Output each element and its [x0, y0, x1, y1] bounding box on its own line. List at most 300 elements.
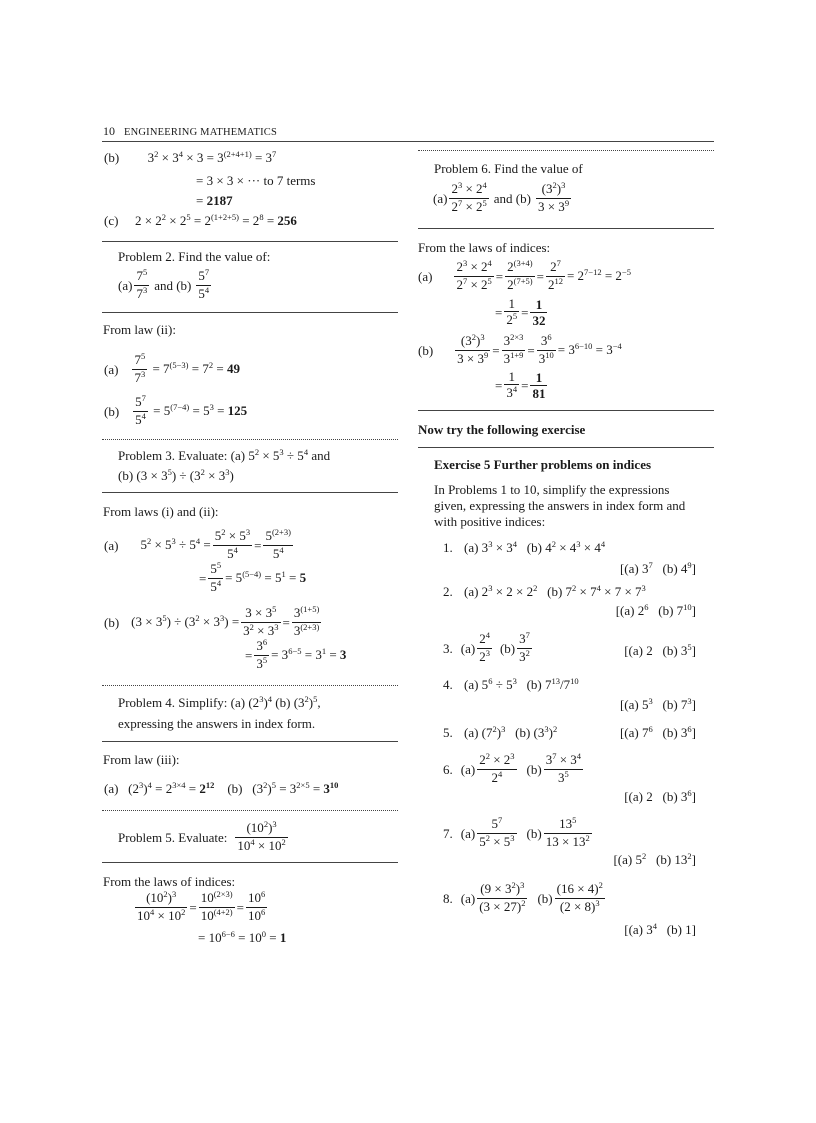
text: (2 × 8): [559, 899, 596, 914]
exp: 2×3: [510, 332, 524, 342]
text: =: [266, 213, 275, 228]
fraction: [544, 752, 583, 787]
fraction: [505, 259, 534, 294]
problem-4-law: From law (iii):: [103, 752, 180, 767]
text: =: [196, 193, 204, 208]
fraction: [133, 394, 148, 429]
exp: 12: [205, 780, 215, 790]
text: 13 × 13: [545, 834, 586, 849]
text: =: [199, 571, 207, 586]
exp: 5: [142, 267, 148, 277]
fraction: [544, 816, 592, 851]
exp: 2: [598, 880, 603, 890]
exp: 2: [163, 889, 168, 899]
exp: 3: [279, 447, 284, 457]
text: 2: [507, 259, 514, 274]
label-b: (b): [526, 762, 542, 777]
text: [(a) 2: [624, 789, 653, 804]
exp: 2: [161, 212, 167, 222]
text: =: [521, 305, 529, 320]
text: ): [267, 781, 272, 796]
problem-5-solution: [133, 890, 269, 925]
exp: 4: [267, 694, 273, 704]
fraction: [477, 631, 492, 666]
exp: 7: [556, 258, 561, 268]
text: = 7: [152, 361, 170, 376]
label-b: (b): [104, 615, 120, 630]
text: ,: [317, 695, 321, 710]
exp: 8: [259, 212, 264, 222]
text: 32: [532, 313, 546, 328]
text: × 3: [208, 468, 226, 483]
text: = 10: [198, 930, 222, 945]
text: 5: [210, 561, 217, 576]
text: 3 × 3: [245, 605, 273, 620]
exp: 7: [272, 149, 277, 159]
exp: 4: [150, 907, 155, 917]
fraction: [477, 816, 516, 851]
exp: 3: [648, 696, 653, 706]
text: × 2: [169, 213, 187, 228]
answer-256: 256: [277, 213, 297, 228]
exp: 7: [462, 276, 468, 286]
exp: 7−12: [584, 267, 602, 277]
text: (b) 3: [662, 643, 688, 658]
exp: 3: [510, 751, 515, 761]
answer-3-10: [323, 781, 338, 796]
text: 2: [451, 181, 458, 196]
exp: 2: [281, 837, 286, 847]
text: × 3 = 3: [186, 150, 224, 165]
problem-3-solution-b-line-2: [245, 638, 346, 673]
fraction: [263, 528, 292, 563]
exp: 4: [512, 539, 518, 549]
problem-4-title-line-2: expressing the answers in index form.: [118, 716, 316, 731]
exp: 6: [644, 602, 649, 612]
exp: 2: [687, 851, 692, 861]
text: ]: [691, 561, 696, 576]
exp: 2×5: [296, 780, 310, 790]
fraction: [477, 881, 527, 916]
now-try-heading: Now try the following exercise: [418, 422, 586, 437]
exp: 2: [221, 527, 226, 537]
text: ): [308, 695, 314, 710]
exp: 3: [687, 696, 692, 706]
exp: 3: [245, 527, 251, 537]
exp: 6: [687, 788, 692, 798]
exercise-answer-2: [616, 603, 696, 620]
exp: 4: [216, 578, 222, 588]
text: 5: [140, 537, 147, 552]
text: 13: [559, 816, 573, 831]
text: (3 × 3: [131, 614, 163, 629]
exp: 3: [209, 402, 214, 412]
exp: 3: [272, 819, 277, 829]
exp: 7: [648, 560, 653, 570]
problem-5-law: From the laws of indices:: [103, 874, 236, 889]
problem-3-title-line-2: [118, 466, 234, 487]
exp: 7: [525, 630, 530, 640]
text: ): [548, 725, 553, 740]
text: [(a) 7: [619, 725, 649, 740]
text: 3: [243, 623, 250, 638]
text: 3: [506, 385, 513, 400]
exp: 2: [200, 467, 205, 477]
text: 3: [519, 649, 526, 664]
exercise-title: Exercise 5 Further problems on indices: [434, 457, 652, 472]
exp: 6: [687, 724, 692, 734]
text: ): [263, 695, 268, 710]
text: 2: [451, 199, 458, 214]
text: =: [254, 538, 262, 553]
exp: 2: [492, 724, 497, 734]
exp: 10: [329, 780, 339, 790]
text: (a) (7: [464, 725, 493, 740]
text: /7: [560, 677, 571, 692]
rule-dotted: [418, 150, 714, 151]
exp: 3: [480, 332, 485, 342]
text: 2: [456, 259, 463, 274]
text: ): [475, 333, 481, 348]
exp: 6−10: [574, 341, 593, 351]
problem-3-title: [118, 446, 330, 467]
exp: 3: [225, 467, 230, 477]
exp: 4: [652, 921, 657, 931]
exp: 6: [648, 724, 653, 734]
exp: (2+4+1): [223, 149, 252, 159]
text: × 7 × 7: [604, 584, 642, 599]
answer-3: 3: [339, 647, 347, 662]
text: ): [268, 820, 273, 835]
exp: 1+9: [510, 350, 524, 360]
text: 5: [272, 546, 280, 561]
exp: 6: [261, 889, 266, 899]
rule: [102, 241, 398, 242]
text: (b) 7: [526, 677, 552, 692]
text: × 2: [465, 181, 483, 196]
exp: 4: [141, 411, 146, 421]
text: =: [495, 269, 504, 284]
label-b: (b): [104, 150, 120, 165]
exp: 4: [279, 545, 284, 555]
exp: −4: [612, 341, 622, 351]
fraction: [208, 561, 223, 596]
text: 2: [479, 752, 486, 767]
rule: [418, 410, 714, 411]
text: = 3: [271, 647, 289, 662]
label-a: (a): [460, 891, 476, 906]
text: ]: [691, 789, 696, 804]
text: ): [496, 725, 502, 740]
text: = 2: [155, 781, 173, 796]
text: 7: [134, 370, 141, 385]
fraction: [504, 369, 519, 402]
rule-dotted: [102, 439, 398, 440]
exercise-question-4: [443, 677, 579, 694]
text: 3: [519, 631, 526, 646]
exp: 6: [262, 637, 268, 647]
exercise-question-5: [443, 725, 557, 742]
text: 10: [200, 890, 214, 905]
text: 3: [256, 656, 263, 671]
text: 3: [172, 150, 179, 165]
exp: 13: [551, 676, 560, 686]
text: 3: [293, 605, 301, 620]
exp: 3×4: [172, 780, 186, 790]
exp: 3: [595, 898, 600, 908]
text: × 7: [579, 584, 597, 599]
problem-6-solution-a: [418, 259, 631, 294]
fraction: [537, 333, 556, 368]
text: × 10: [257, 838, 282, 853]
fraction: [134, 268, 149, 303]
text: Problem 4. Simplify: (a) (2: [118, 695, 260, 710]
label-a: (a): [433, 191, 448, 206]
exp: 3: [219, 613, 225, 623]
text: =: [188, 781, 197, 796]
exp: 2: [181, 907, 186, 917]
exp: 3: [274, 622, 279, 632]
text: ]: [691, 725, 696, 740]
text: 5: [135, 412, 142, 427]
text: (16 × 4): [556, 881, 599, 896]
fraction: [504, 296, 519, 329]
text: (3: [541, 181, 553, 196]
text: (10: [246, 820, 264, 835]
answer-1-over-32: [530, 297, 547, 328]
text: 2: [491, 770, 498, 785]
text: 3: [323, 781, 330, 796]
text: 5: [491, 816, 498, 831]
text: [(a) 5: [619, 697, 649, 712]
text: 7: [134, 352, 141, 367]
exp: 3: [462, 258, 468, 268]
label-a: (a): [418, 269, 433, 284]
problem-2-solution-b: [104, 394, 247, 429]
question-number: 2.: [443, 584, 453, 599]
solution-b-line-1: (b) $3^2 \times 3^4 \times 3 = 3^{(2+4+1)} = 3^7$: [104, 149, 277, 165]
exp: 2: [552, 180, 557, 190]
label-b: (b): [537, 891, 553, 906]
text: =: [536, 269, 544, 284]
exp: 2: [154, 149, 159, 159]
text: × 3: [257, 623, 275, 638]
answer-2-12: [199, 781, 214, 796]
text: (b) (3 × 3: [118, 468, 168, 483]
fraction: [292, 605, 321, 640]
fraction: [254, 638, 269, 673]
text: [(a) 2: [624, 643, 653, 658]
exp: 2: [521, 898, 526, 908]
exp: 5: [167, 467, 172, 477]
fraction: [246, 890, 267, 925]
text: = 3: [595, 342, 613, 357]
fraction: [517, 631, 532, 666]
exp: 7: [204, 267, 210, 277]
exp: 5: [216, 560, 222, 570]
text: × 3: [202, 614, 220, 629]
text: = 5: [192, 403, 210, 418]
fraction: [241, 605, 280, 640]
exp: 3: [488, 539, 493, 549]
text: =: [329, 647, 337, 662]
text: = 10: [238, 930, 262, 945]
exp: 4: [512, 384, 518, 394]
question-number: 8.: [443, 891, 453, 906]
exp: 5: [564, 769, 569, 779]
fraction: [132, 352, 147, 387]
exp: 2: [511, 880, 516, 890]
exp: 3: [576, 539, 581, 549]
exp: 3: [510, 833, 515, 843]
fraction: [455, 333, 490, 368]
text: (3 × 27): [479, 899, 522, 914]
exp: 10: [545, 350, 554, 360]
exp: (2+3): [300, 622, 320, 632]
text: ]: [691, 603, 696, 618]
text: 3: [503, 333, 511, 348]
exp: 4: [250, 837, 255, 847]
text: [(a) 5: [613, 852, 642, 867]
exp: 9: [687, 560, 692, 570]
exp: 4: [600, 539, 606, 549]
text: and: [311, 448, 331, 463]
text: =: [216, 361, 224, 376]
text: 3: [503, 351, 511, 366]
text: 3: [147, 150, 155, 165]
exp: 2: [533, 583, 538, 593]
text: 5: [265, 528, 272, 543]
solution-b-line-3: [196, 193, 233, 208]
text: × 5: [228, 528, 246, 543]
exp: 5: [262, 655, 268, 665]
text: 5: [198, 286, 205, 301]
text: (a) (2: [104, 781, 140, 796]
exp: 3: [512, 676, 517, 686]
text: = 2: [242, 213, 260, 228]
exp: (4+2): [213, 907, 233, 917]
text: = 5: [264, 570, 282, 585]
exp: 5: [162, 613, 167, 623]
question-number: 5.: [443, 725, 453, 740]
exp: 3: [485, 648, 490, 658]
rule: [102, 741, 398, 742]
text: 1: [535, 297, 543, 312]
running-header: [103, 124, 277, 139]
text: =: [217, 403, 225, 418]
exp: 2: [208, 360, 214, 370]
problem-2-title: Problem 2. Find the value of:: [118, 249, 271, 264]
question-number: 3.: [443, 641, 453, 656]
exp: 3: [501, 724, 506, 734]
text: 7: [136, 268, 143, 283]
text: =: [495, 305, 503, 320]
fraction: [555, 881, 605, 916]
answer-125: 125: [227, 403, 248, 418]
text: ) =: [224, 614, 240, 629]
answer-2187: 2187: [206, 193, 233, 208]
exp: 1: [321, 646, 327, 656]
text: (b) (3: [515, 725, 545, 740]
exp: 3: [139, 780, 144, 790]
problem-3-law: From laws (i) and (ii):: [103, 504, 219, 519]
answer-1-over-81: [530, 370, 547, 401]
exp: 10: [683, 602, 692, 612]
text: (b) 13: [655, 852, 688, 867]
text: ]: [691, 697, 696, 712]
text: × 5: [154, 537, 172, 552]
text: × 5: [262, 448, 280, 463]
exp: 9: [484, 350, 489, 360]
exp: (5−4): [242, 569, 262, 579]
text: (a) 2: [464, 584, 489, 599]
text: =: [521, 378, 529, 393]
text: ÷ 5: [495, 677, 513, 692]
text: (9 × 3: [480, 881, 512, 896]
exp: 6−6: [221, 929, 235, 939]
exp: 0: [261, 929, 266, 939]
fraction: [454, 259, 493, 294]
exp: 10: [570, 676, 579, 686]
text: [(a) 3: [624, 922, 653, 937]
text: 1: [535, 370, 543, 385]
text: (b) 3: [662, 725, 688, 740]
text: (b) (3: [227, 781, 264, 796]
text: = 5: [153, 403, 171, 418]
text: (a) 5: [464, 677, 489, 692]
exercise-question-6: [443, 752, 585, 787]
exp: 2: [263, 819, 269, 829]
exp: 3: [641, 583, 646, 593]
text: ÷ 5: [179, 537, 196, 552]
text: =: [189, 900, 197, 915]
exp: 4: [485, 630, 490, 640]
fraction: [199, 890, 235, 925]
exp: 4: [233, 545, 238, 555]
text: 3 × 3: [457, 351, 485, 366]
text: 10: [137, 908, 150, 923]
exp: 7: [141, 393, 146, 403]
exp: 3: [172, 889, 177, 899]
text: = 7: [191, 361, 209, 376]
exp: 7: [497, 815, 503, 825]
text: 81: [532, 386, 546, 401]
text: (10: [146, 890, 164, 905]
text: 2: [506, 312, 513, 327]
exercise-answer-8: [624, 922, 696, 939]
text: 3 × 3: [537, 199, 565, 214]
exp: 3: [561, 180, 566, 190]
exp: 2: [641, 851, 647, 861]
text: × 3: [495, 540, 513, 555]
exp: (1+5): [300, 604, 320, 614]
text: 2: [456, 277, 463, 292]
solution-b-line-2: = 3 × 3 × ··· to 7 terms: [196, 173, 316, 188]
exp: 4: [204, 285, 210, 295]
exercise-intro: In Problems 1 to 10, simplify the expressions given, expressing the answers in index form and with positive indices:: [434, 482, 686, 529]
exp: 5: [313, 694, 318, 704]
text: ): [143, 781, 148, 796]
label-b: (b): [418, 343, 434, 358]
text: 2: [479, 631, 486, 646]
exp: 3: [140, 369, 146, 379]
text: =: [282, 615, 290, 630]
problem-6-solution-b-line-2: [495, 369, 549, 402]
text: ): [556, 181, 562, 196]
text: = 2: [604, 268, 622, 283]
exp: 2: [585, 833, 590, 843]
exp: 4: [303, 447, 309, 457]
